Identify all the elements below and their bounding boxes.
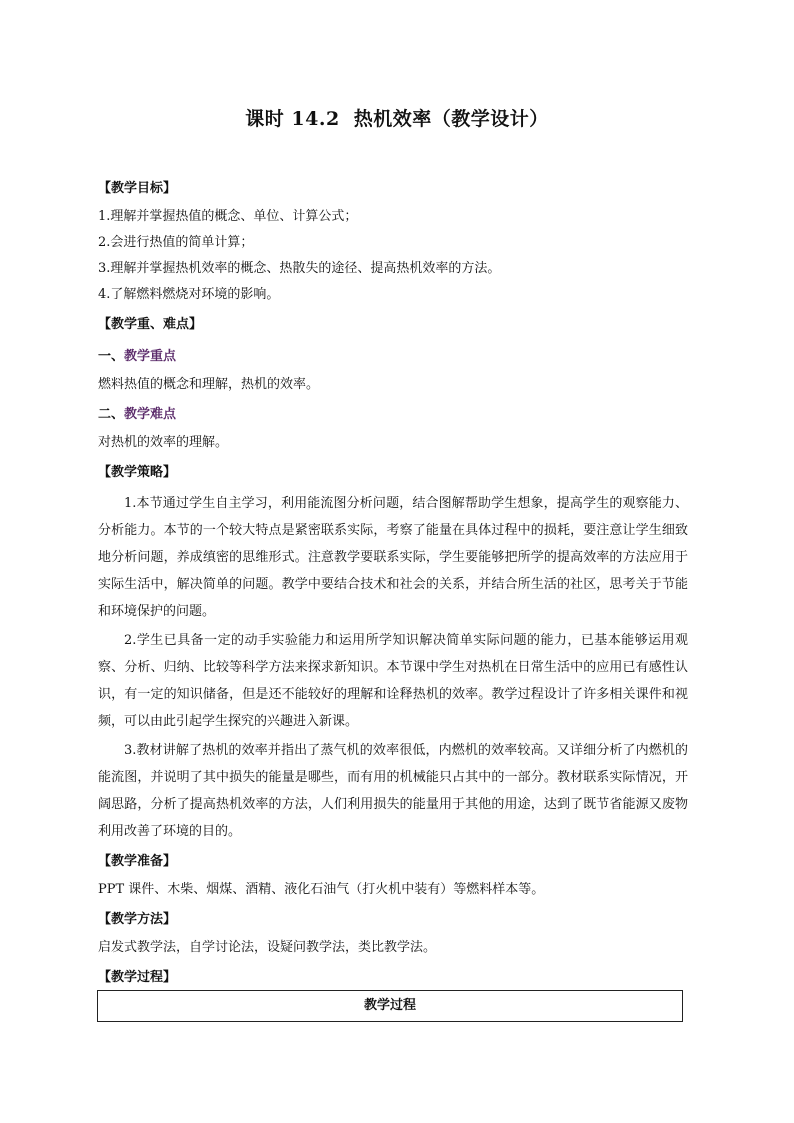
document-body (98, 172, 688, 993)
difficulty-text: 对热机的效率的理解。 (98, 435, 229, 450)
focus-label: 教学重点 (124, 349, 177, 364)
objective-item: 3.理解并掌握热机效率的概念、热散失的途径、提高热机效率的方法。 (98, 261, 501, 276)
methods-text: 启发式教学法，自学讨论法，设疑问教学法，类比教学法。 (98, 940, 437, 955)
strategy-paragraph: 2.学生已具备一定的动手实验能力和运用所学知识解决简单实际问题的能力，已基本能够运用观察、分析、归纳、比较等科学方法来探求新知识。本节课中学生对热机在日常生活中的应用已有感性认识，有一定的知识储备，但是还不能较好的理解和诠释热机的效率。教学过程设计了许多相关课件和视频，可以由此引起学生探究的兴趣进入新课。 (98, 633, 688, 729)
strategy-paragraph: 1.本节通过学生自主学习，利用能流图分析问题，结合图解帮助学生想象，提高学生的观察能力、分析能力。本节的一个较大特点是紧密联系实际，考察了能量在具体过程中的损耗，要注意让学生细致地分析问题，养成缜密的思维形式。注意教学要联系实际，学生要能够把所学的提高效率的方法应用于实际生活中，解决简单的问题。教学中要结合技术和社会的关系，并结合所生活的社区，思考关于节能和环境保护的问题。 (98, 496, 688, 619)
objective-item: 1.理解并掌握热值的概念、单位、计算公式； (98, 209, 358, 224)
difficulty-heading (98, 400, 688, 430)
process-table-header-label: 教学过程 (363, 998, 416, 1013)
document-title (0, 104, 794, 131)
process-table-header (97, 990, 683, 1022)
strategy-heading: 【教学策略】 (98, 465, 177, 480)
methods-heading: 【教学方法】 (98, 912, 177, 927)
strategy-paragraph: 3.教材讲解了热机的效率并指出了蒸气机的效率很低，内燃机的效率较高。又详细分析了内燃机的能流图，并说明了其中损失的能量是哪些，而有用的机械能只占其中的一部分。教材联系实际情况，开阔思路，分析了提高热机效率的方法，人们利用损失的能量用于其他的用途，达到了既节省能源又废物利用改善了环境的目的。 (98, 743, 688, 839)
preparation-text: PPT 课件、木柴、烟煤、酒精、液化石油气（打火机中装有）等燃料样本等。 (98, 882, 545, 897)
difficulty-number: 二、 (98, 407, 125, 422)
process-heading: 【教学过程】 (98, 970, 177, 985)
focus-number: 一、 (98, 349, 125, 364)
difficulty-label: 教学难点 (124, 407, 177, 422)
title-prefix: 课时 14.2 (245, 108, 340, 130)
objective-item: 4.了解燃料燃烧对环境的影响。 (98, 287, 280, 302)
objective-item: 2.会进行热值的简单计算； (98, 235, 254, 250)
key-points-heading: 【教学重、难点】 (98, 317, 203, 332)
preparation-heading: 【教学准备】 (98, 854, 177, 869)
focus-text: 燃料热值的概念和理解，热机的效率。 (98, 377, 320, 392)
objectives-heading: 【教学目标】 (98, 181, 177, 196)
title-main: 热机效率（教学设计） (353, 108, 549, 130)
focus-heading (98, 342, 688, 372)
